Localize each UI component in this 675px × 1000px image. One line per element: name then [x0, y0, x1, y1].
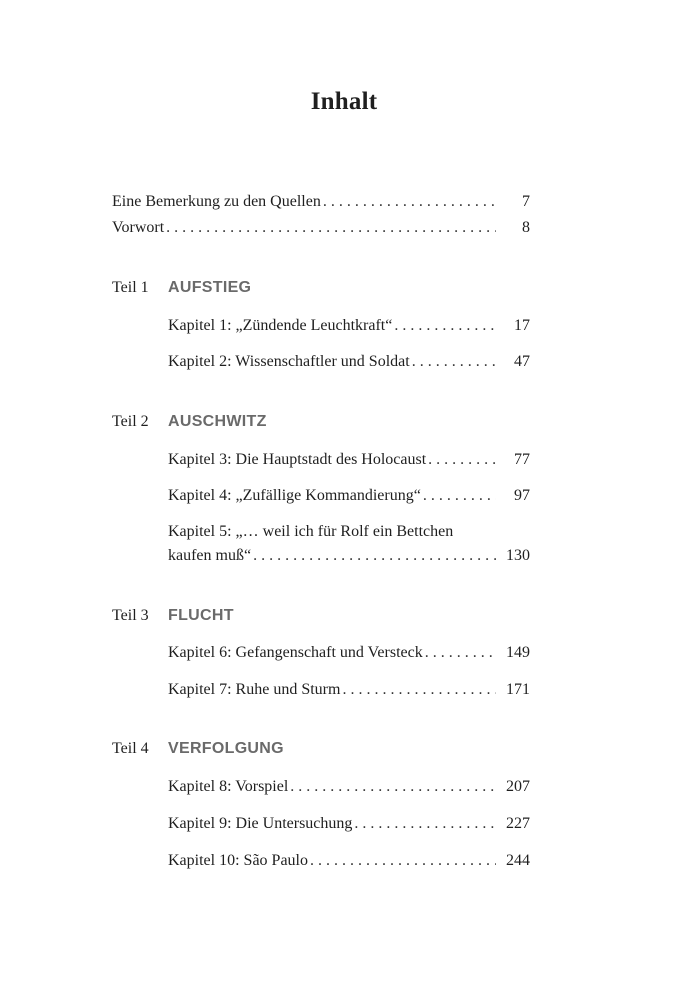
- toc-page-number: 97: [514, 487, 530, 504]
- leader-dots: [323, 192, 496, 212]
- part-name: AUSCHWITZ: [168, 413, 267, 430]
- toc-entry-quellen[interactable]: [112, 192, 530, 212]
- toc-entry-kapitel-9[interactable]: [168, 814, 530, 834]
- toc-page-number: 227: [506, 815, 530, 832]
- toc-page-number: 8: [522, 219, 530, 236]
- toc-page-number: 17: [514, 317, 530, 334]
- leader-dots: [166, 218, 496, 238]
- toc-entry-label-line2: kaufen muß“: [168, 547, 252, 564]
- part-number: Teil 2: [112, 413, 149, 430]
- toc-entry-label: Eine Bemerkung zu den Quellen: [112, 193, 321, 210]
- part-heading-4: [112, 739, 284, 759]
- toc-entry-kapitel-5[interactable]: [168, 522, 530, 566]
- toc-entry-label: Kapitel 7: Ruhe und Sturm: [168, 681, 341, 698]
- toc-page-number: 130: [506, 547, 530, 564]
- toc-entry-kapitel-4[interactable]: [168, 486, 530, 506]
- leader-dots: [310, 851, 496, 871]
- toc-entry-kapitel-2[interactable]: [168, 352, 530, 372]
- part-name: VERFOLGUNG: [168, 740, 284, 757]
- part-heading-2: [112, 412, 267, 432]
- toc-entry-label: Vorwort: [112, 219, 165, 236]
- toc-entry-kapitel-7[interactable]: [168, 680, 530, 700]
- toc-entry-kapitel-3[interactable]: [168, 450, 530, 470]
- toc-page-number: 7: [522, 193, 530, 210]
- toc-entry-label: Kapitel 10: São Paulo: [168, 852, 308, 869]
- leader-dots: [425, 643, 496, 663]
- leader-dots: [290, 777, 496, 797]
- page-title: Inhalt: [310, 88, 378, 115]
- part-name: FLUCHT: [168, 607, 234, 624]
- leader-dots: [412, 352, 496, 372]
- toc-entry-label: Kapitel 4: „Zufällige Kommandierung“: [168, 487, 421, 504]
- toc-entry-kapitel-1[interactable]: [168, 316, 530, 336]
- part-number: Teil 1: [112, 279, 149, 296]
- toc-entry-label: Kapitel 2: Wissenschaftler und Soldat: [168, 353, 410, 370]
- leader-dots: [342, 680, 496, 700]
- part-name: AUFSTIEG: [168, 279, 252, 296]
- toc-entry-label: Kapitel 1: „Zündende Leuchtkraft“: [168, 317, 393, 334]
- toc-entry-label: Kapitel 6: Gefangenschaft und Versteck: [168, 644, 423, 661]
- toc-entry-kapitel-8[interactable]: [168, 777, 530, 797]
- toc-page-number: 77: [514, 451, 530, 468]
- leader-dots: [394, 316, 496, 336]
- part-number: Teil 4: [112, 740, 149, 757]
- leader-dots: [423, 486, 496, 506]
- toc-page-number: 207: [506, 778, 530, 795]
- leader-dots: [428, 450, 496, 470]
- part-heading-3: [112, 606, 234, 626]
- toc-entry-label: Kapitel 8: Vorspiel: [168, 778, 289, 795]
- part-number: Teil 3: [112, 607, 149, 624]
- toc-page-number: 47: [514, 353, 530, 370]
- toc-entry-label: Kapitel 3: Die Hauptstadt des Holocaust: [168, 451, 427, 468]
- leader-dots: [354, 814, 496, 834]
- toc-page-number: 149: [506, 644, 530, 661]
- toc-entry-kapitel-10[interactable]: [168, 851, 530, 871]
- part-heading-1: [112, 278, 251, 298]
- toc-entry-label: Kapitel 5: „… weil ich für Rolf ein Bettchen: [168, 523, 454, 540]
- toc-page-number: 244: [506, 852, 530, 869]
- toc-page-number: 171: [506, 681, 530, 698]
- toc-entry-label: Kapitel 9: Die Untersuchung: [168, 815, 353, 832]
- leader-dots: [253, 546, 496, 566]
- toc-entry-kapitel-6[interactable]: [168, 643, 530, 663]
- toc-entry-vorwort[interactable]: [112, 218, 530, 238]
- toc-entry-continuation: [168, 546, 530, 566]
